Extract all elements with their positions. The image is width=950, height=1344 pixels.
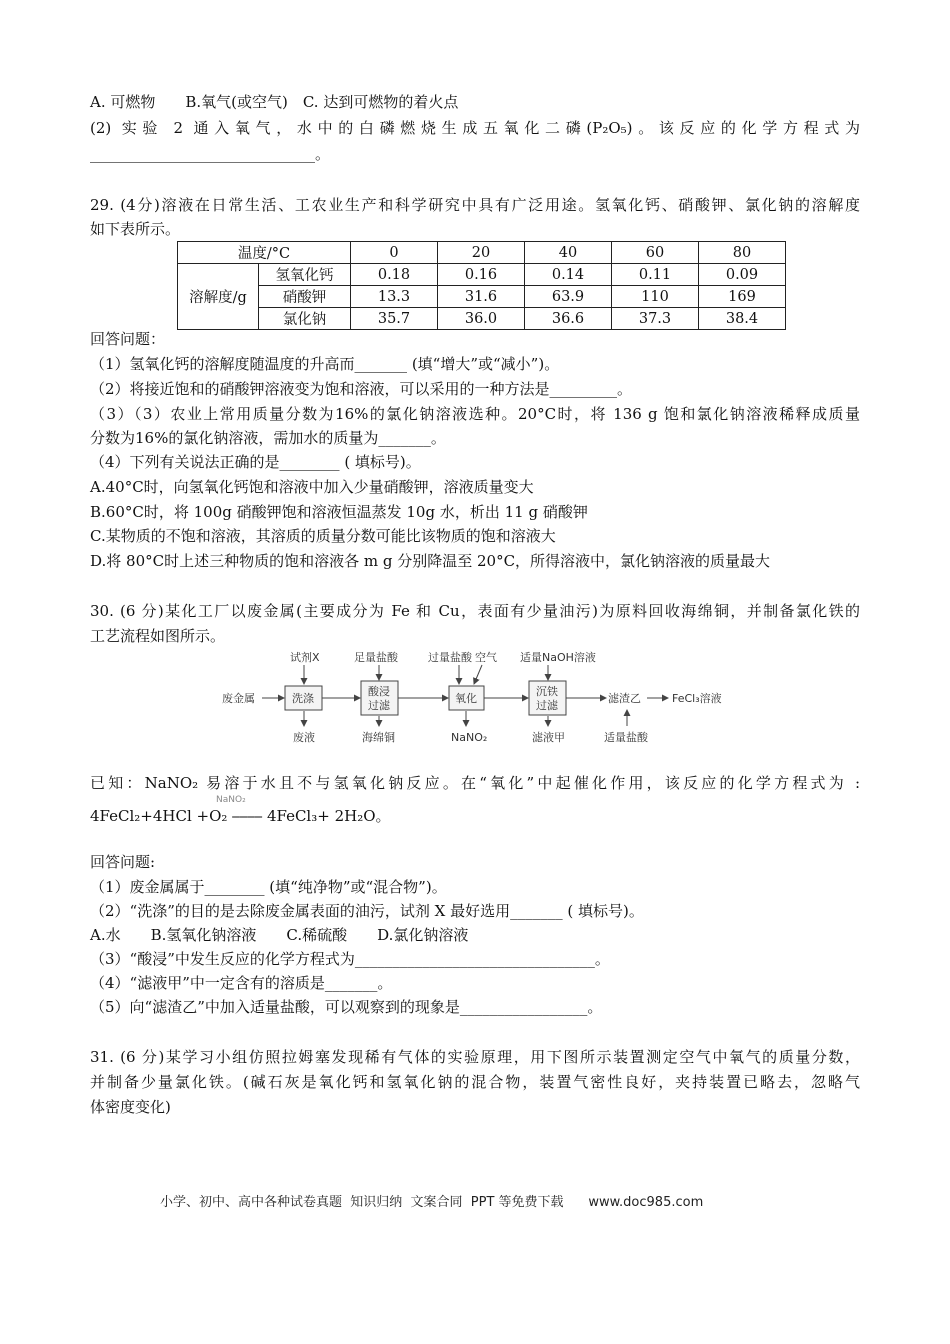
- table-row: [178, 242, 786, 264]
- process-flow-diagram: [222, 650, 742, 745]
- table-row-name: 氯化钠: [259, 308, 351, 330]
- flow-output-label: 海绵铜: [362, 731, 395, 744]
- table-cell: 169: [699, 286, 786, 308]
- flow-step-label: 酸浸: [368, 685, 390, 698]
- flow-reagent-label: 空气: [475, 651, 497, 664]
- table-cell: 63.9: [525, 286, 612, 308]
- flow-start-label: 废金属: [222, 692, 255, 705]
- flow-reagent-label: 足量盐酸: [354, 651, 398, 664]
- q31-line2: 并制备少量氯化铁。(碱石灰是氧化钙和氢氧化钠的混合物，装置气密性良好，夹持装置已略去，忽略气: [90, 1073, 860, 1091]
- q30-sub1: （1）废金属属于________ (填“纯净物”或“混合物”)。: [90, 878, 447, 896]
- q29-option-b: B.60°C时，将 100g 硝酸钾饱和溶液恒温蒸发 10g 水，析出 11 g 硝酸钾: [90, 503, 588, 521]
- q29-sub3-line2: 分数为16%的氯化钠溶液，需加水的质量为_______。: [90, 429, 446, 447]
- q29-option-c: C.某物质的不饱和溶液，其溶质的质量分数可能比该物质的饱和溶液大: [90, 527, 556, 545]
- page-footer: 小学、初中、高中各种试卷真题 知识归纳 文案合同 PPT 等免费下载 www.doc985.com: [160, 1195, 704, 1210]
- q29-sub4: （4）下列有关说法正确的是________ ( 填标号)。: [90, 453, 421, 471]
- table-header-cell: 20: [438, 242, 525, 264]
- table-cell: 0.18: [351, 264, 438, 286]
- table-header-cell: 80: [699, 242, 786, 264]
- q30-sub2: （2）“洗涤”的目的是去除废金属表面的油污，试剂 X 最好选用_______ ( 填标号)。: [90, 902, 644, 920]
- q29-sub1: （1）氢氧化钙的溶解度随温度的升高而_______ (填“增大”或“减小”)。: [90, 355, 560, 373]
- table-cell: 0.16: [438, 264, 525, 286]
- flow-reagent-label: 适量NaOH溶液: [520, 651, 596, 664]
- q28-sub2-blank: ______________________________。: [90, 145, 331, 163]
- solubility-table: [177, 241, 786, 330]
- q29-sub2: （2）将接近饱和的硝酸钾溶液变为饱和溶液，可以采用的一种方法是_________。: [90, 380, 633, 398]
- q30-sub3: （3）“酸浸”中发生反应的化学方程式为________________________________。: [90, 950, 610, 968]
- table-cell: 13.3: [351, 286, 438, 308]
- table-header-cell: 40: [525, 242, 612, 264]
- flow-product-label: FeCl₃溶液: [672, 692, 722, 705]
- equation-catalyst-label: NaNO₂: [216, 795, 246, 805]
- table-row: [178, 286, 786, 308]
- table-group-cell: 溶解度/g: [178, 264, 259, 330]
- q28-options: A. 可燃物 B.氧气(或空气) C. 达到可燃物的着火点: [90, 93, 459, 111]
- flow-output-label: 滤液甲: [532, 731, 565, 744]
- q29-option-a: A.40°C时，向氢氧化钙饱和溶液中加入少量硝酸钾，溶液质量变大: [90, 478, 534, 496]
- table-header-cell: 0: [351, 242, 438, 264]
- q30-sub5: （5）向“滤渣乙”中加入适量盐酸，可以观察到的现象是_________________。: [90, 998, 603, 1016]
- flow-reagent-label: 过量盐酸: [428, 651, 472, 664]
- flow-step-label: 沉铁: [536, 685, 558, 698]
- flow-output-label: NaNO₂: [451, 731, 488, 744]
- q29-sub3-line1: （3）（3）农业上常用质量分数为16%的氯化钠溶液选种。20°C时，将 136 g 饱和氯化钠溶液稀释成质量: [90, 405, 860, 423]
- table-cell: 31.6: [438, 286, 525, 308]
- table-cell: 0.14: [525, 264, 612, 286]
- flow-residue-label: 滤渣乙: [608, 692, 641, 705]
- flow-step-label: 洗涤: [292, 692, 314, 705]
- q30-sub2-options: A.水 B.氢氧化钠溶液 C.稀硫酸 D.氯化钠溶液: [90, 926, 469, 944]
- table-cell: 37.3: [612, 308, 699, 330]
- flow-step-label: 过滤: [368, 699, 390, 712]
- flow-add-label: 适量盐酸: [604, 731, 648, 744]
- q31-line3: 体密度变化): [90, 1098, 171, 1116]
- q30-sub4: （4）“滤液甲”中一定含有的溶质是_______。: [90, 974, 393, 992]
- table-cell: 0.09: [699, 264, 786, 286]
- q30-answer-prompt: 回答问题:: [90, 853, 156, 871]
- q30-intro-line2: 工艺流程如图所示。: [90, 627, 226, 645]
- q29-answer-prompt: 回答问题：: [90, 330, 166, 348]
- table-cell: 36.0: [438, 308, 525, 330]
- table-cell: 0.11: [612, 264, 699, 286]
- flow-step-label: 过滤: [536, 699, 558, 712]
- table-cell: 35.7: [351, 308, 438, 330]
- q30-known: 已知：NaNO₂ 易溶于水且不与氢氧化钠反应。在“氧化”中起催化作用，该反应的化学方程式为 :: [90, 774, 860, 792]
- table-cell: 110: [612, 286, 699, 308]
- table-row: [178, 264, 786, 286]
- flow-step-label: 氧化: [455, 692, 477, 705]
- q29-option-d: D.将 80°C时上述三种物质的饱和溶液各 m g 分别降温至 20°C，所得溶液中，氯化钠溶液的质量最大: [90, 552, 771, 570]
- table-header-cell: 60: [612, 242, 699, 264]
- q30-equation: 4FeCl₂+4HCl +O₂ ⎯⎯⎯⎯ 4FeCl₃+ 2H₂O。: [90, 807, 391, 825]
- table-header-cell: 温度/°C: [178, 242, 351, 264]
- q30-intro-line1: 30. (6 分)某化工厂以废金属(主要成分为 Fe 和 Cu，表面有少量油污)为原料回收海绵铜，并制备氯化铁的: [90, 602, 860, 620]
- table-cell: 36.6: [525, 308, 612, 330]
- q29-intro-line1: 29. (4分)溶液在日常生活、工农业生产和科学研究中具有广泛用途。氢氧化钙、硝酸钾、氯化钠的溶解度: [90, 196, 860, 214]
- q29-intro-line2: 如下表所示。: [90, 220, 181, 238]
- table-row-name: 硝酸钾: [259, 286, 351, 308]
- q28-sub2: (2) 实验 2 通入氧气，水中的白磷燃烧生成五氧化二磷(P₂O₅)。该反应的化学方程式为: [90, 119, 860, 137]
- table-cell: 38.4: [699, 308, 786, 330]
- table-row: [178, 308, 786, 330]
- q31-line1: 31. (6 分)某学习小组仿照拉姆塞发现稀有气体的实验原理，用下图所示装置测定空气中氧气的质量分数，: [90, 1048, 860, 1066]
- table-row-name: 氢氧化钙: [259, 264, 351, 286]
- flow-reagent-label: 试剂X: [290, 651, 320, 664]
- flow-output-label: 废液: [293, 731, 315, 744]
